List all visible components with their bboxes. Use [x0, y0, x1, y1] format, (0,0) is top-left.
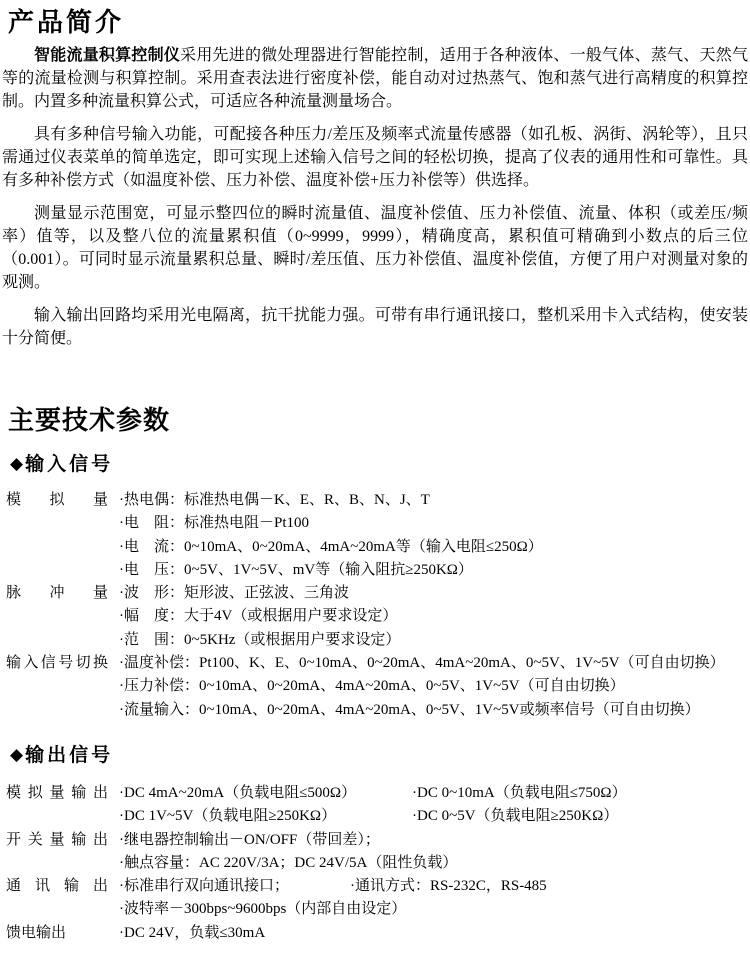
spec-row-pressure-compensation	[4, 675, 748, 698]
spec-row-label: 模拟量	[6, 492, 108, 508]
spec-row-text: ·温度补偿：Pt100、K、E、0~10mA、0~20mA、4mA~20mA、0~5V、1V~5V（可自由切换）	[119, 655, 725, 672]
input-signal-table	[4, 489, 748, 722]
spec-row-flow-input	[4, 699, 748, 722]
spec-row-temp-compensation	[4, 652, 748, 675]
intro-title: 产品简介	[8, 7, 125, 37]
spec-row-text: ·DC 4mA~20mA（负载电阻≤500Ω）	[119, 785, 357, 801]
output-signal-table	[4, 782, 748, 945]
spec-row-analog-thermocouple	[4, 489, 748, 512]
spec-row-label: 通讯输出	[6, 878, 108, 895]
input-signal-heading	[10, 449, 113, 476]
spec-row-text-2: ·通讯方式：RS-232C，RS-485	[350, 878, 547, 895]
spec-row-text: ·波特率－300bps~9600bps（内部自由设定）	[119, 901, 407, 918]
spec-row-text: ·热电偶：标准热电偶－K、E、R、B、N、J、T	[119, 492, 430, 508]
spec-row-analog-output-1	[4, 782, 748, 805]
spec-row-resistance	[4, 512, 748, 535]
spec-row-power-supply-output	[4, 922, 748, 945]
output-signal-heading-label: 输出信号	[25, 745, 114, 766]
spec-row-pulse-waveform	[4, 582, 748, 605]
intro-paragraph-4: 输入输出回路均采用光电隔离，抗干扰能力强。可带有串行通讯接口，整机采用卡入式结构，使安装十分简便。	[2, 307, 748, 347]
intro-paragraph-1-text: 采用先进的微处理器进行智能控制，适用于各种液体、一般气体、蒸气、天然气等的流量检测与积算控制。采用查表法进行密度补偿，能自动对过热蒸气、饱和蒸气进行高精度的积算控制。内置多种流量积算公式，可适应各种流量测量场合。	[2, 47, 748, 110]
spec-row-analog-output-2	[4, 805, 748, 828]
spec-row-label: 模拟量输出	[6, 785, 108, 801]
diamond-icon: ◆	[10, 454, 24, 473]
product-name-bold: 智能流量积算控制仪	[34, 47, 181, 64]
spec-row-amplitude	[4, 605, 748, 628]
intro-paragraph-1	[2, 44, 748, 113]
intro-paragraphs	[2, 44, 748, 360]
spec-row-voltage	[4, 559, 748, 582]
spec-row-text: ·电 流：0~10mA、0~20mA、4mA~20mA等（输入电阻≤250Ω）	[119, 538, 543, 555]
spec-row-text: ·波 形：矩形波、正弦波、三角波	[119, 585, 349, 602]
spec-row-label: 馈电输出	[6, 924, 67, 941]
spec-row-baud-rate	[4, 898, 748, 921]
spec-row-range	[4, 629, 748, 652]
spec-row-text: ·范 围：0~5KHz（或根据用户要求设定）	[119, 631, 401, 648]
spec-row-text: ·电 压：0~5V、1V~5V、mV等（输入阻抗≥250KΩ）	[119, 561, 473, 578]
spec-row-label: 输入信号切换	[6, 655, 108, 672]
spec-row-label: 脉冲量	[6, 585, 108, 602]
spec-row-contact-capacity	[4, 852, 748, 875]
spec-row-comm-interface	[4, 875, 748, 898]
spec-row-text: ·电 阻：标准热电阻－Pt100	[119, 515, 310, 532]
spec-row-text-2: ·DC 0~5V（负载电阻≥250KΩ）	[412, 808, 619, 825]
spec-row-text: ·继电器控制输出－ON/OFF（带回差）；	[119, 831, 380, 848]
spec-row-text: ·幅 度：大于4V（或根据用户要求设定）	[119, 608, 398, 625]
spec-row-text: ·DC 1V~5V（负载电阻≥250KΩ）	[119, 808, 337, 825]
spec-row-text: ·DC 24V，负载≤30mA	[119, 924, 266, 941]
spec-row-text: ·流量输入：0~10mA、0~20mA、4mA~20mA、0~5V、1V~5V或频率信号（可自由切换）	[119, 701, 700, 718]
spec-row-text: ·压力补偿：0~10mA、0~20mA、4mA~20mA、0~5V、1V~5V（可自由切换）	[119, 678, 625, 695]
input-signal-heading-label: 输入信号	[25, 454, 114, 475]
intro-paragraph-3: 测量显示范围宽，可显示整四位的瞬时流量值、温度补偿值、压力补偿值、流量、体积（或差压/频率）值等，以及整八位的流量累积值（0~9999，9999），精确度高，累积值可精确到小数点的后三位（0.001）。可同时显示流量累积总量、瞬时/差压值、压力补偿值、温度补偿值，方便了用户对测量对象的观测。	[2, 205, 748, 291]
diamond-icon: ◆	[10, 745, 24, 764]
output-signal-heading	[10, 740, 113, 767]
spec-row-label: 开关量输出	[6, 831, 108, 848]
specs-title: 主要技术参数	[8, 405, 171, 435]
spec-row-text: ·触点容量：AC 220V/3A；DC 24V/5A（阻性负载）	[119, 854, 458, 871]
spec-row-text-2: ·DC 0~10mA（负载电阻≤750Ω）	[412, 785, 627, 801]
spec-row-text: ·标准串行双向通讯接口；	[119, 878, 289, 895]
spec-row-current	[4, 536, 748, 559]
spec-row-relay-output	[4, 829, 748, 852]
intro-paragraph-2: 具有多种信号输入功能，可配接各种压力/差压及频率式流量传感器（如孔板、涡街、涡轮等），且只需通过仪表菜单的简单选定，即可实现上述输入信号之间的轻松切换，提高了仪表的通用性和可靠性。具有多种补偿方式（如温度补偿、压力补偿、温度补偿+压力补偿等）供选择。	[2, 126, 748, 189]
